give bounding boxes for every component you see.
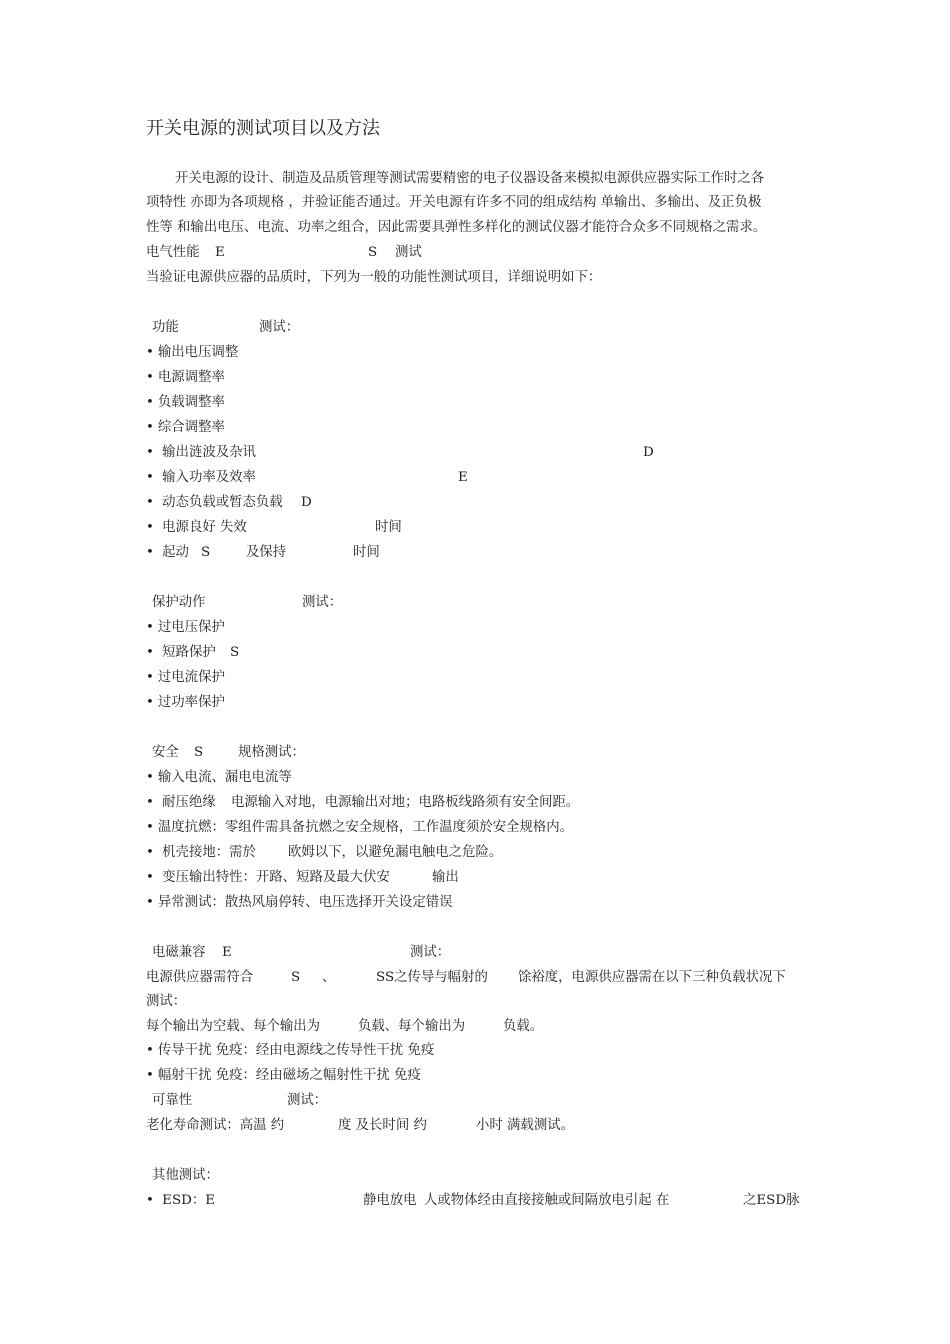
text-segment: 、	[322, 970, 336, 985]
text-segment: 测试：	[287, 1093, 328, 1108]
section-heading-other: 其他测试：	[152, 1168, 219, 1183]
text-segment: S	[368, 245, 378, 260]
emc-line-3	[146, 1019, 846, 1035]
list-item: • 过功率保护	[146, 695, 225, 711]
section-heading-emc	[152, 945, 752, 961]
text-segment: D	[301, 495, 312, 510]
text-segment: 可靠性	[152, 1093, 193, 1108]
text-segment: 测试：	[259, 320, 300, 335]
list-item: • ESD：E 静电放电 人或物体经由直接接触或间隔放电引起 在 之ESD脉	[146, 1193, 846, 1209]
text-segment: E	[215, 245, 225, 260]
text-segment: S	[201, 545, 211, 560]
text-segment: 电源输入对地，电源输出对地；电路板线路须有安全间距。	[231, 795, 580, 810]
emc-line-2: 测试：	[146, 994, 187, 1009]
text-segment: E	[458, 470, 468, 485]
text-segment: S	[230, 645, 240, 660]
emc-line-1	[146, 970, 846, 986]
list-item: • 异常测试：散热风扇停转、电压选择开关设定错误	[146, 895, 453, 911]
text-segment: 负载。	[503, 1019, 544, 1034]
section-heading-protection	[152, 595, 752, 611]
text-segment: E	[222, 945, 232, 960]
text-segment: 测试：	[410, 945, 451, 960]
list-item: • 输入功率及效率 E	[146, 470, 846, 486]
section-heading-reliability	[152, 1093, 752, 1109]
list-item: • 输入电流、漏电电流等	[146, 770, 292, 786]
reliability-line-1	[146, 1118, 846, 1134]
list-item: • 短路保护 S	[146, 645, 846, 661]
list-item: • 传导干扰 免疫：经由电源线之传导性干扰 免疫	[146, 1043, 434, 1059]
text-segment: 测试	[395, 245, 422, 260]
text-segment: 欧姆以下，以避免漏电触电之危险。	[288, 845, 503, 860]
intro-line-5: 当验证电源供应器的品质时，下列为一般的功能性测试项目，详细说明如下：	[146, 270, 602, 285]
section-heading-function	[152, 320, 752, 336]
list-item: • 综合调整率	[146, 420, 225, 436]
text-segment: 输出	[432, 870, 459, 885]
text-segment: 之ESD脉	[743, 1193, 800, 1208]
list-item: • 输出电压调整	[146, 345, 238, 361]
text-segment: 安全	[152, 745, 179, 760]
list-item: • 电源良好 失效 时间	[146, 520, 846, 536]
text-segment: 功能	[152, 320, 179, 335]
list-item: • 幅射干扰 免疫：经由磁场之幅射性干扰 免疫	[146, 1068, 421, 1084]
text-segment: 保护动作	[152, 595, 206, 610]
text-segment: 静电放电	[363, 1193, 417, 1208]
text-segment: 电磁兼容	[152, 945, 206, 960]
text-segment: D	[643, 445, 654, 460]
list-item: • 机壳接地：需於 欧姆以下，以避免漏电触电之危险。	[146, 845, 846, 861]
intro-line-1: 开关电源的设计、制造及品质管理等测试需要精密的电子仪器设备来模拟电源供应器实际工作时之各	[175, 171, 765, 186]
text-segment: 时间	[353, 545, 380, 560]
text-segment: 电气性能	[146, 245, 200, 260]
intro-line-4	[146, 245, 846, 261]
text-segment: 每个输出为空载、每个输出为	[146, 1019, 321, 1034]
list-item: • 输出涟波及杂讯 D	[146, 445, 846, 461]
list-item: • 温度抗燃：零组件需具备抗燃之安全规格，工作温度须於安全规格内。	[146, 820, 573, 836]
intro-line-3: 性等 和输出电压、电流、功率之组合，因此需要具弹性多样化的测试仪器才能符合众多不同规格之需求。	[146, 220, 767, 235]
text-segment: S	[291, 970, 301, 985]
text-segment: 度 及长时间 约	[338, 1118, 427, 1133]
text-segment: 馀裕度，电源供应器需在以下三种负载状况下	[518, 970, 786, 985]
list-item: • 耐压绝缘 电源输入对地，电源输出对地；电路板线路须有安全间距。	[146, 795, 846, 811]
list-item: • 起动 S 及保持 时间	[146, 545, 846, 561]
text-segment: S	[194, 745, 204, 760]
intro-line-2: 项特性 亦即为各项规格 ，并验证能否通过。开关电源有许多不同的组成结构 单输出、多输出、及正负极	[146, 195, 762, 210]
text-segment: 测试：	[302, 595, 343, 610]
section-heading-safety	[152, 745, 752, 761]
list-item: • 变压输出特性：开路、短路及最大伏安 输出	[146, 870, 846, 886]
list-item: • 电源调整率	[146, 370, 225, 386]
text-segment: 小时 满载测试。	[476, 1118, 574, 1133]
text-segment: 电源供应器需符合	[146, 970, 254, 985]
list-item: • 过电流保护	[146, 670, 225, 686]
list-item: • 过电压保护	[146, 620, 225, 636]
document-title: 开关电源的测试项目以及方法	[146, 118, 380, 139]
text-segment: 规格测试：	[238, 745, 305, 760]
list-item: • 负载调整率	[146, 395, 225, 411]
text-segment: SS之传导与幅射的	[376, 970, 488, 985]
text-segment: 负载、每个输出为	[358, 1019, 466, 1034]
text-segment: 时间	[375, 520, 402, 535]
text-segment: 老化寿命测试：高温 约	[146, 1118, 285, 1133]
text-segment: 人或物体经由直接接触或间隔放电引起 在	[424, 1193, 670, 1208]
list-item: • 动态负载或暂态负载 D	[146, 495, 846, 511]
text-segment: 及保持	[246, 545, 287, 560]
